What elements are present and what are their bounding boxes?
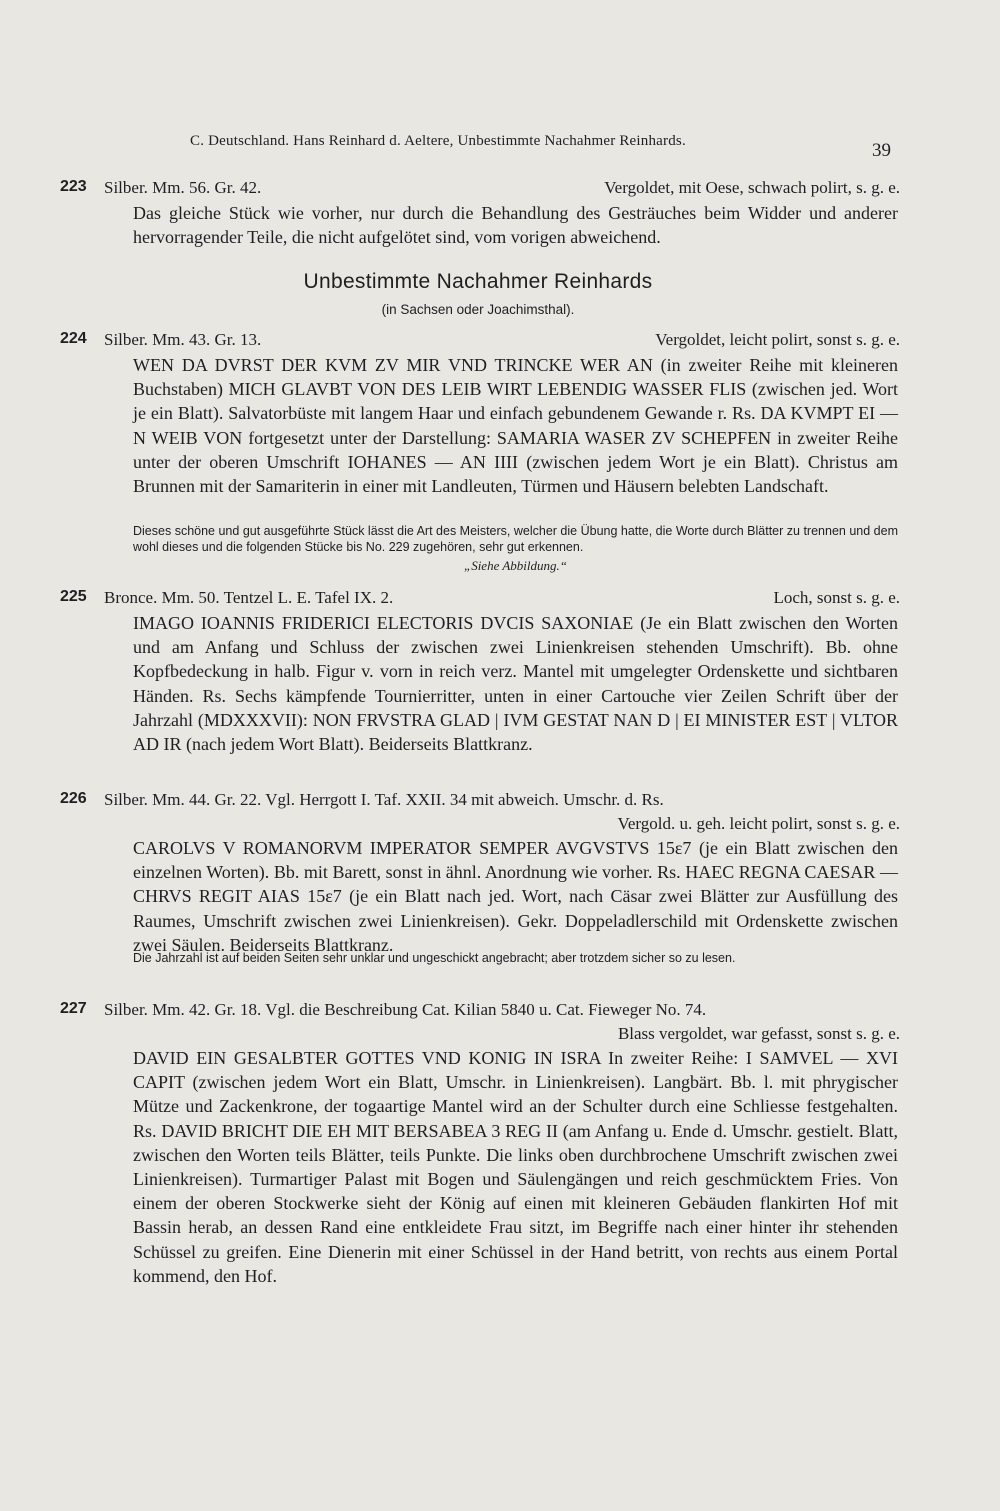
section-subtitle: (in Sachsen oder Joachimsthal). [381, 302, 575, 317]
figure-reference: „Siehe Abbildung.“ [463, 558, 568, 573]
entry-note: Dieses schöne und gut ausgeführte Stück lässt die Art des Meisters, welcher die Übung hatte, die Worte durch Blätter zu trennen und dem wohl dieses und die folgenden Stücke bis No. 229 zugehören, sehr gut erkennen. [133, 524, 898, 554]
entry-headline [104, 176, 904, 200]
entry-description: Silber. Mm. 43. Gr. 13. [104, 330, 262, 349]
entry-number: 223 [60, 178, 87, 195]
entry-number: 227 [60, 1000, 87, 1017]
entry-number: 226 [60, 790, 87, 807]
entry-headline [104, 788, 904, 812]
entry-note: Die Jahrzahl ist auf beiden Seiten sehr unklar und ungeschickt angebracht; aber trotzdem sicher so zu lesen. [133, 951, 736, 965]
entry-condition: Vergoldet, leicht polirt, sonst s. g. e. [655, 330, 900, 349]
entry-body: CAROLVS V ROMANORVM IMPERATOR SEMPER AVGVSTVS 15ε7 (je ein Blatt zwischen den einzelnen Worten). Bb. mit Barett, sonst in ähnl. Anordnung wie vorher. Rs. HAEC REGNA CAESAR — CHRVS REGIT AIAS 15ε7 (je ein Blatt nach jed. Wort, nach Cäsar zwei Blätter zur Ausfüllung des Raumes, Umschrift zwischen zwei Linienkreisen). Gekr. Doppeladlerschild mit Ordenskette zwischen zwei Säulen. Beiderseits Blattkranz. [133, 838, 898, 955]
entry-number: 224 [60, 330, 87, 347]
section-title: Unbestimmte Nachahmer Reinhards [303, 270, 653, 293]
entry-headline [104, 328, 904, 352]
entry-number: 225 [60, 588, 87, 605]
entry-body: IMAGO IOANNIS FRIDERICI ELECTORIS DVCIS SAXONIAE (Je ein Blatt zwischen den Worten und am Anfang und Schluss der zwischen zwei Linienkreisen stehenden Umschrift). Bb. ohne Kopfbedeckung in halb. Figur v. vorn in reich verz. Mantel mit umgelegter Ordenskette und sichtbaren Händen. Rs. Sechs kämpfende Tournierritter, unten in einer Cartouche vier Zeilen Schrift über der Jahrzahl (MDXXXVII): NON FRVSTRA GLAD | IVM GESTAT NAN D | EI MINISTER EST | VLTOR AD IR (nach jedem Wort Blatt). Beiderseits Blattkranz. [133, 613, 898, 755]
entry-body: WEN DA DVRST DER KVM ZV MIR VND TRINCKE WER AN (in zweiter Reihe mit kleineren Buchstaben) MICH GLAVBT VON DES LEIB WIRT LEBENDIG WASSER FLIS (zwischen jed. Wort je ein Blatt). Salvatorbüste mit langem Haar und einfach gebundenem Gewande r. Rs. DA KVMPT EI — N WEIB VON fortgesetzt unter der Darstellung: SAMARIA WASER ZV SCHEPFEN in zweiter Reihe unter der oberen Umschrift IOHANES — AN IIII (zwischen jedem Wort je ein Blatt). Christus am Brunnen mit der Samariterin in einer mit Landleuten, Türmen und Häusern belebten Landschaft. [133, 355, 898, 497]
entry-headline [104, 586, 904, 610]
entry-headline [104, 998, 904, 1022]
page-number: 39 [872, 140, 891, 161]
entry-description: Bronce. Mm. 50. Tentzel L. E. Tafel IX. 2. [104, 588, 394, 607]
entry-body: DAVID EIN GESALBTER GOTTES VND KONIG IN ISRA In zweiter Reihe: I SAMVEL — XVI CAPIT (zwischen jedem Wort ein Blatt, Umschr. in Linienkreisen). Langbärt. Bb. l. mit phrygischer Mütze und Zackenkrone, der togaartige Mantel wird an der Schulter durch eine Schliesse festgehalten. Rs. DAVID BRICHT DIE EH MIT BERSABEA 3 REG II (am Anfang u. Ende d. Umschr. gestielt. Blatt, zwischen den Worten teils Blätter, teils Punkte. Die links oben durchbrochene Umschrift zwischen zwei Linienkreisen). Turmartiger Palast mit Bogen und Säulengängen und reich geschmücktem Fries. Von einem der oberen Stockwerke sieht der König auf einen mit kleineren Gebäuden flankirten Hof mit Bassin herab, an dessen Rand eine entkleidete Frau sitzt, im Begriffe nach einer hinter ihr stehenden Schüssel zu greifen. Eine Dienerin mit einer Schüssel in der Hand betritt, von rechts aus einem Portal kommend, den Hof. [133, 1048, 898, 1286]
running-header: C. Deutschland. Hans Reinhard d. Aeltere, Unbestimmte Nachahmer Reinhards. [190, 133, 686, 149]
entry-condition: Loch, sonst s. g. e. [773, 588, 900, 607]
entry-description: Silber. Mm. 42. Gr. 18. Vgl. die Beschreibung Cat. Kilian 5840 u. Cat. Fieweger No. 74. [104, 1000, 707, 1019]
entry-description: Silber. Mm. 56. Gr. 42. [104, 178, 262, 197]
entry-description: Silber. Mm. 44. Gr. 22. Vgl. Herrgott I. Taf. XXII. 34 mit abweich. Umschr. d. Rs. [104, 790, 664, 809]
entry-condition: Blass vergoldet, war gefasst, sonst s. g. e. [617, 1024, 900, 1043]
entry-condition: Vergold. u. geh. leicht polirt, sonst s. g. e. [617, 814, 900, 833]
entry-condition: Vergoldet, mit Oese, schwach polirt, s. g. e. [604, 178, 900, 197]
entry-body: Das gleiche Stück wie vorher, nur durch die Behandlung des Gesträuches beim Widder und anderer hervorragender Teile, die nicht aufgelötet sind, vom vorigen abweichend. [133, 203, 898, 248]
